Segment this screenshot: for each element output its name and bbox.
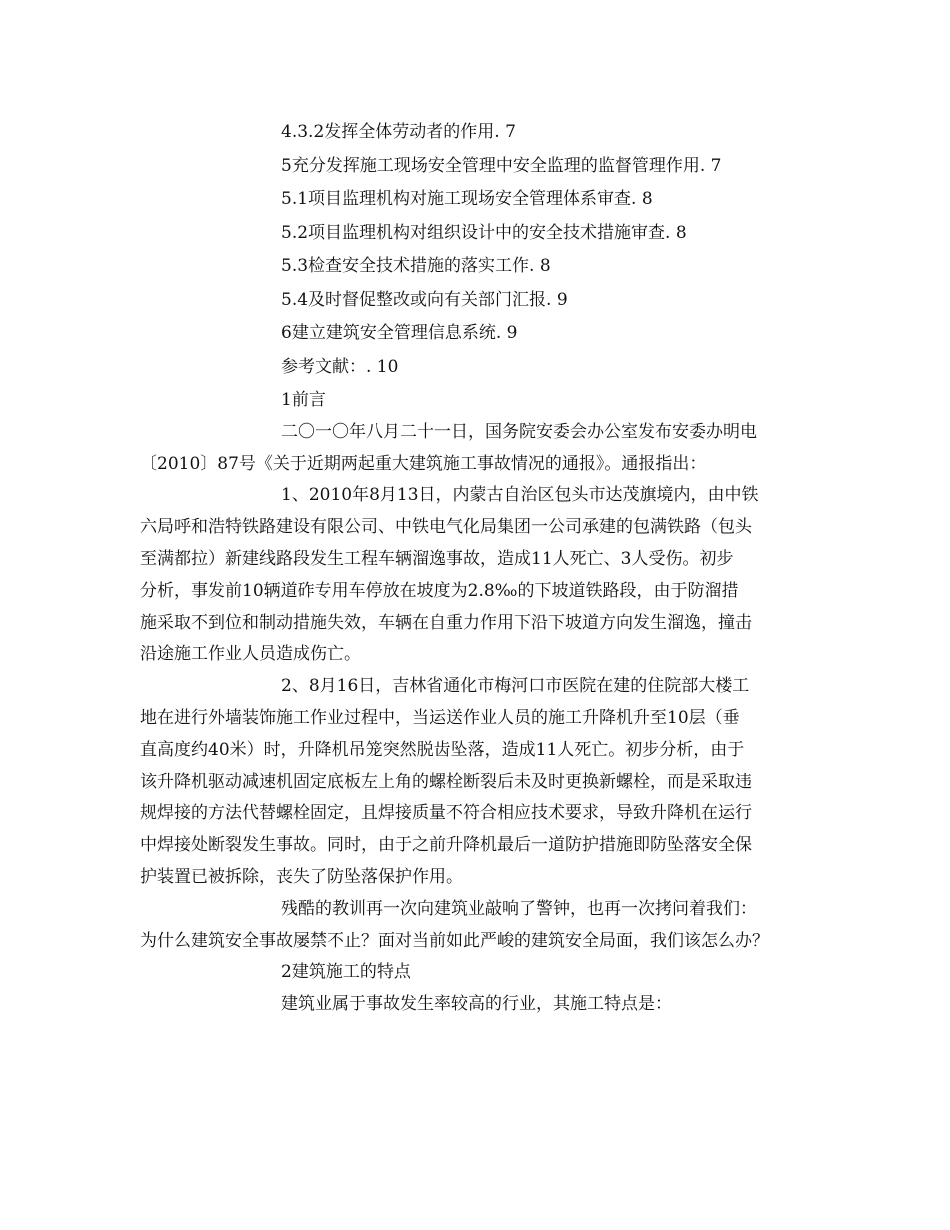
paragraph-line: 施采取不到位和制动措施失效，车辆在自重力作用下沿下坡道方向发生溜逸，撞击	[140, 612, 752, 633]
toc-entry: 5.3检查安全技术措施的落实工作. 8	[281, 256, 551, 276]
paragraph-line: 直高度约40米）时，升降机吊笼突然脱齿坠落，造成11人死亡。初步分析，由于	[140, 739, 745, 760]
toc-entry: 5充分发挥施工现场安全管理中安全监理的监督管理作用. 7	[281, 155, 722, 176]
paragraph-line: 为什么建筑安全事故屡禁不止？面对当前如此严峻的建筑安全局面，我们该怎么办？	[140, 930, 769, 951]
paragraph-line: 护装置已被拆除，丧失了防坠落保护作用。	[140, 866, 463, 887]
toc-entry: 6建立建筑安全管理信息系统. 9	[281, 323, 518, 343]
paragraph-line: 中焊接处断裂发生事故。同时，由于之前升降机最后一道防护措施即防坠落安全保	[140, 835, 752, 856]
paragraph-line: 1、2010年8月13日，内蒙古自治区包头市达茂旗境内，由中铁	[281, 485, 759, 506]
paragraph-line: 2、8月16日，吉林省通化市梅河口市医院在建的住院部大楼工	[281, 676, 750, 697]
section-heading: 2建筑施工的特点	[281, 962, 411, 983]
paragraph-line: 分析，事发前10辆道砟专用车停放在坡度为2.8‰的下坡道铁路段，由于防溜措	[140, 580, 739, 601]
paragraph-line: 建筑业属于事故发生率较高的行业，其施工特点是：	[281, 994, 672, 1015]
toc-entry: 参考文献：. 10	[281, 356, 399, 377]
paragraph-line: 地在进行外墙装饰施工作业过程中，当运送作业人员的施工升降机升至10层（垂	[140, 707, 740, 728]
toc-entry: 4.3.2发挥全体劳动者的作用. 7	[281, 122, 516, 142]
toc-entry: 5.4及时督促整改或向有关部门汇报. 9	[281, 289, 568, 310]
section-heading: 1前言	[281, 390, 326, 410]
toc-entry: 5.1项目监理机构对施工现场安全管理体系审查. 8	[281, 189, 653, 209]
body-text	[140, 385, 830, 1021]
paragraph-line: 沿途施工作业人员造成伤亡。	[140, 644, 361, 665]
paragraph-line: 二〇一〇年八月二十一日，国务院安委会办公室发布安委办明电	[281, 421, 757, 442]
paragraph-line: 残酷的教训再一次向建筑业敲响了警钟，也再一次拷问着我们：	[281, 898, 757, 919]
paragraph-line: 规焊接的方法代替螺栓固定，且焊接质量不符合相应技术要求，导致升降机在运行	[140, 803, 752, 824]
paragraph-line: 六局呼和浩特铁路建设有限公司、中铁电气化局集团一公司承建的包满铁路（包头	[140, 517, 752, 538]
paragraph-line: 至满都拉）新建线路段发生工程车辆溜逸事故，造成11人死亡、3人受伤。初步	[140, 548, 734, 569]
table-of-contents	[281, 116, 841, 384]
toc-entry: 5.2项目监理机构对组织设计中的安全技术措施审查. 8	[281, 222, 687, 243]
paragraph-line: 该升降机驱动减速机固定底板左上角的螺栓断裂后未及时更换新螺栓，而是采取违	[140, 771, 752, 792]
paragraph-line: 〔2010〕87号《关于近期两起重大建筑施工事故情况的通报》。通报指出：	[140, 453, 707, 474]
